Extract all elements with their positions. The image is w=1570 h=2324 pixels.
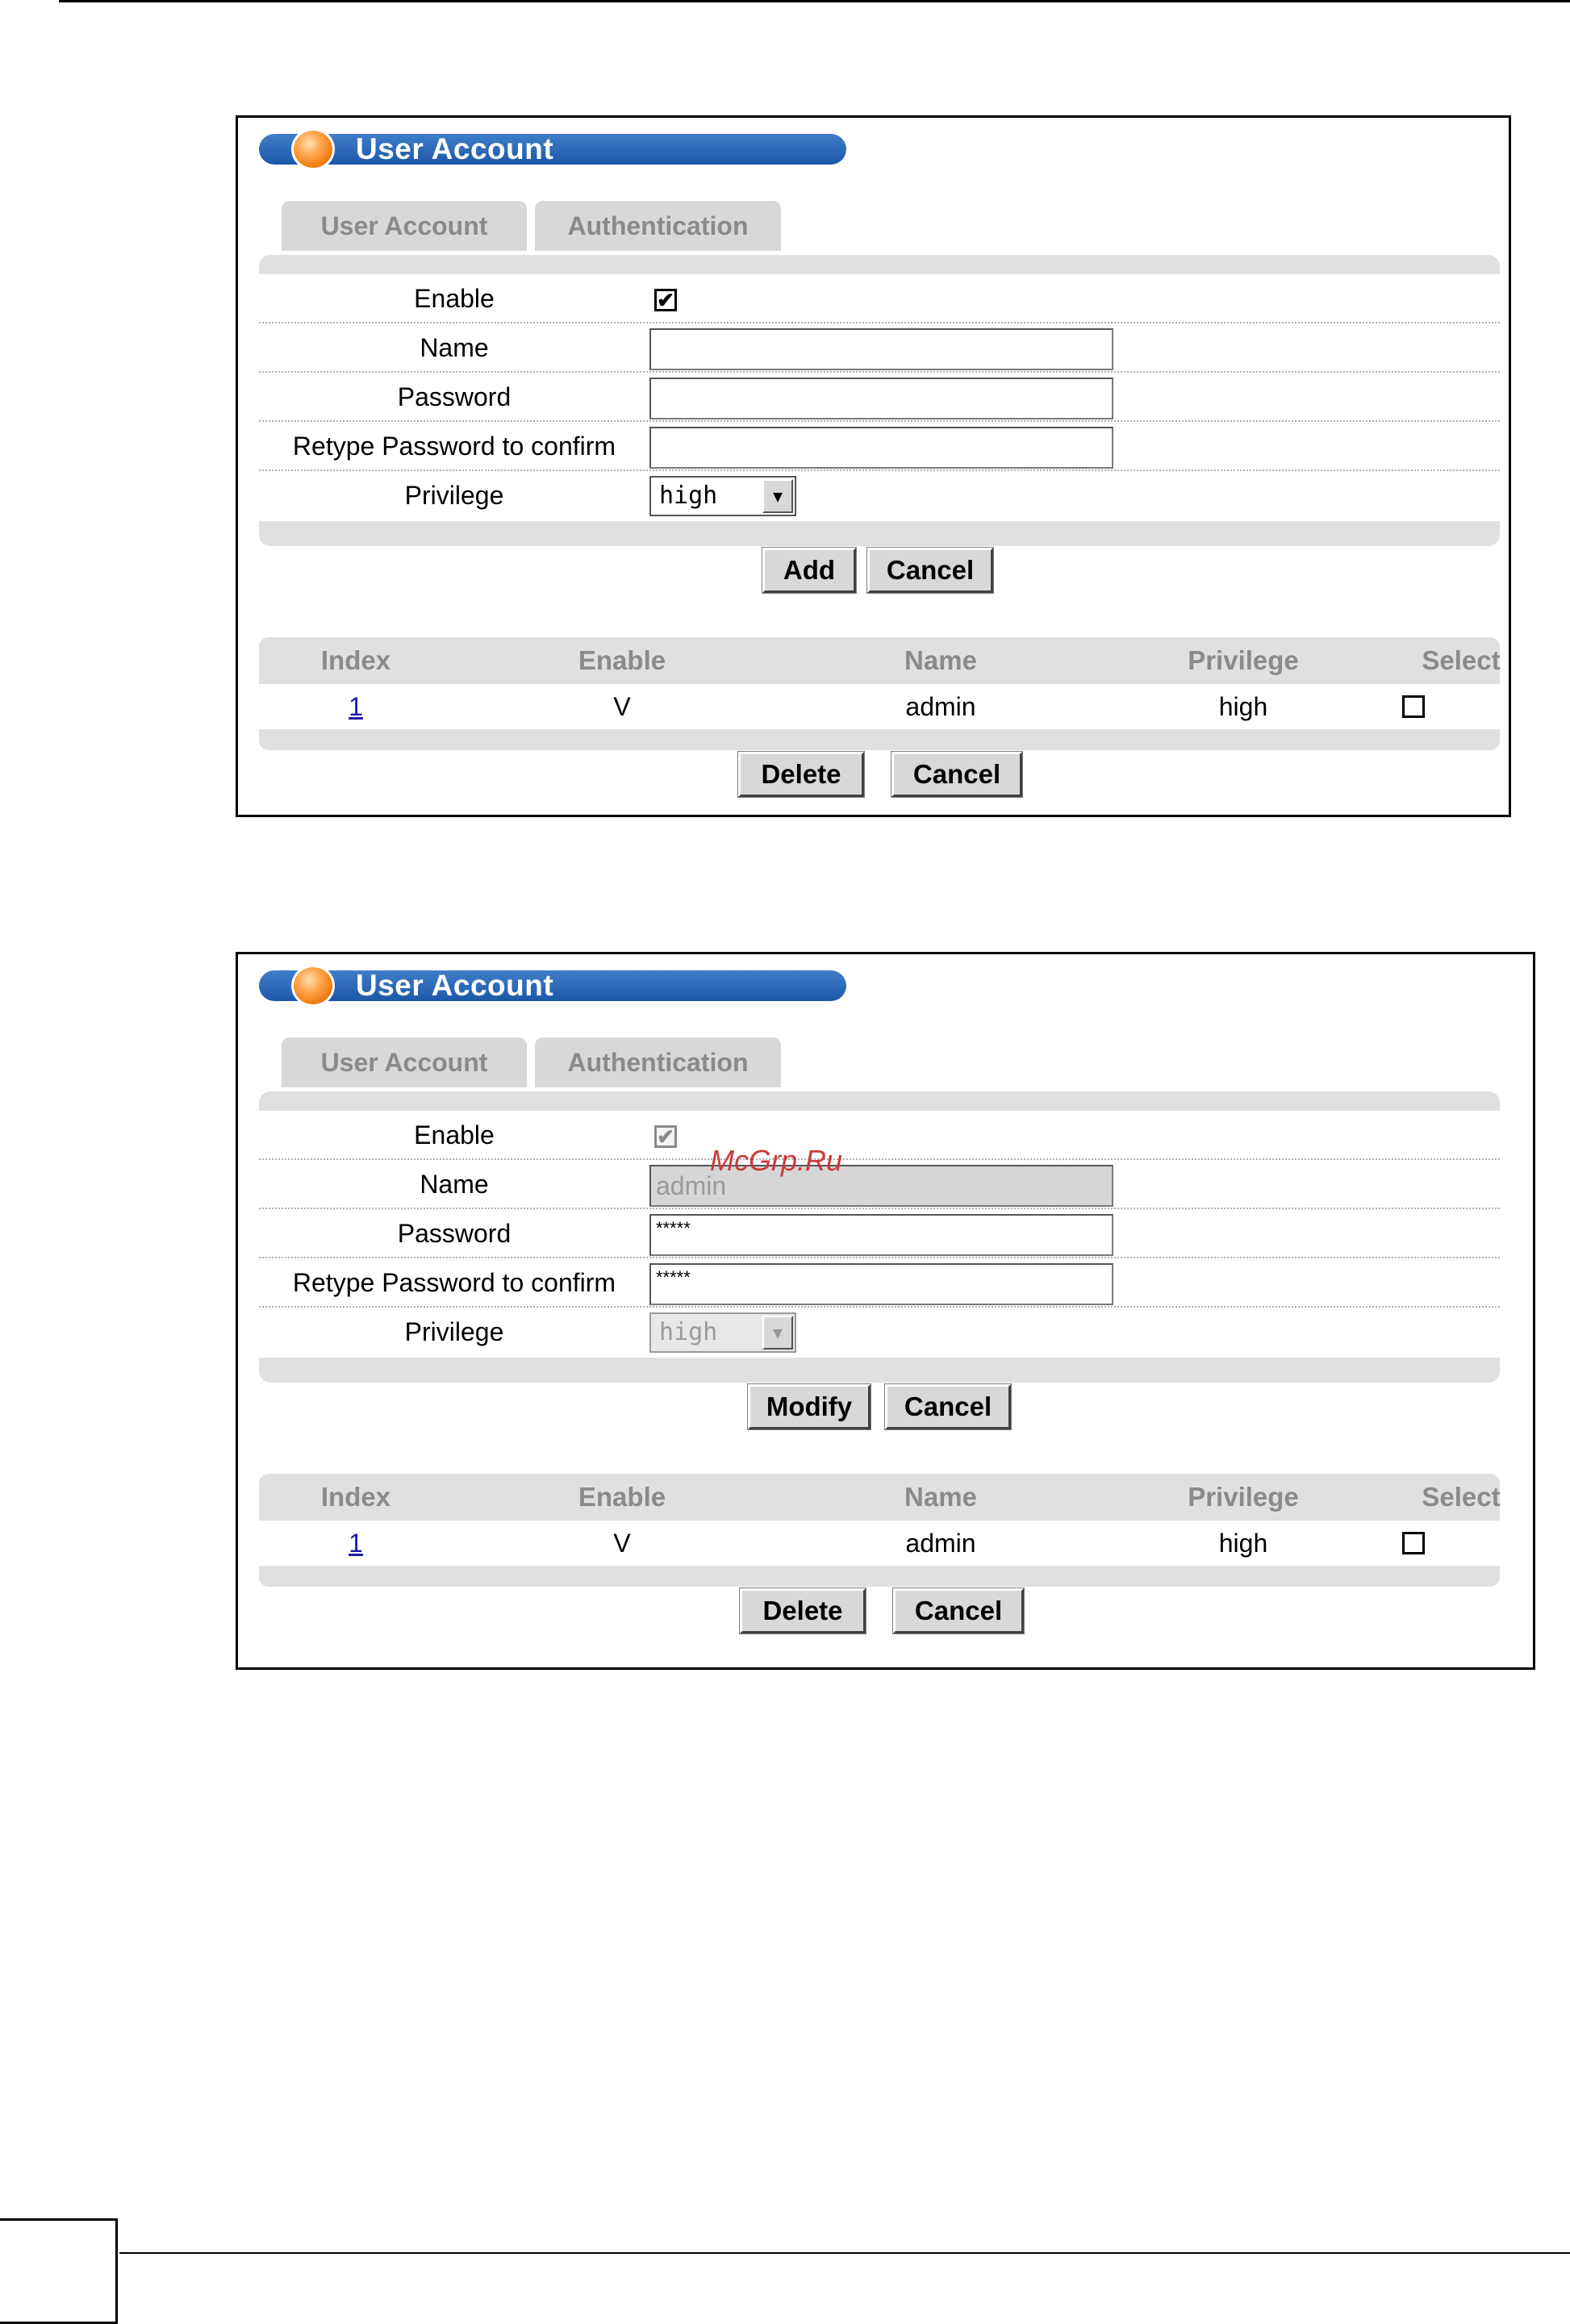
table-header bbox=[259, 637, 1500, 684]
header-select: Select bbox=[1422, 1482, 1501, 1512]
retype-password-input[interactable] bbox=[649, 427, 1113, 469]
dropdown-arrow-icon[interactable]: ▼ bbox=[762, 479, 793, 513]
panel-title-bar bbox=[259, 970, 846, 1001]
enable-checkbox[interactable]: ✔ bbox=[654, 1125, 677, 1148]
privilege-value: high bbox=[659, 1318, 718, 1346]
cell-enable: V bbox=[613, 1529, 631, 1558]
name-label: Name bbox=[420, 333, 489, 362]
enable-checkbox[interactable]: ✔ bbox=[654, 289, 677, 311]
header-enable: Enable bbox=[578, 645, 666, 675]
name-input[interactable] bbox=[649, 328, 1113, 370]
password-input[interactable] bbox=[649, 378, 1113, 419]
password-input[interactable]: ***** bbox=[649, 1214, 1113, 1256]
header-enable: Enable bbox=[578, 1482, 666, 1512]
bottom-rule bbox=[119, 2252, 1570, 2254]
header-name: Name bbox=[904, 1482, 977, 1512]
dropdown-arrow-icon[interactable]: ▼ bbox=[762, 1316, 793, 1350]
enable-label: Enable bbox=[414, 1120, 495, 1149]
header-index: Index bbox=[320, 1482, 391, 1512]
password-row bbox=[259, 373, 1500, 422]
table-header bbox=[259, 1474, 1500, 1521]
privilege-value: high bbox=[659, 482, 718, 510]
retype-password-label: Retype Password to confirm bbox=[292, 1268, 616, 1297]
table-row bbox=[259, 1521, 1500, 1566]
privilege-row bbox=[259, 1308, 1500, 1357]
name-input[interactable]: admin bbox=[649, 1165, 1113, 1207]
user-account-add-panel bbox=[236, 115, 1511, 817]
name-label: Name bbox=[420, 1170, 489, 1199]
watermark-text: McGrp.Ru bbox=[710, 1144, 843, 1177]
privilege-label: Privilege bbox=[404, 1317, 504, 1346]
privilege-select[interactable] bbox=[649, 476, 796, 516]
header-name: Name bbox=[904, 645, 977, 675]
name-row bbox=[259, 323, 1500, 373]
enable-row bbox=[259, 274, 1500, 323]
retype-password-input[interactable]: ***** bbox=[649, 1263, 1113, 1305]
enable-label: Enable bbox=[414, 284, 495, 313]
user-table bbox=[259, 637, 1500, 750]
tab-authentication[interactable]: Authentication bbox=[535, 1037, 781, 1087]
delete-button[interactable]: Delete bbox=[738, 752, 864, 797]
retype-password-row bbox=[259, 1258, 1500, 1308]
add-button[interactable]: Add bbox=[762, 548, 856, 593]
modify-button[interactable]: Modify bbox=[748, 1384, 871, 1429]
header-privilege: Privilege bbox=[1188, 1482, 1299, 1512]
header-index: Index bbox=[320, 645, 391, 675]
cancel-button[interactable]: Cancel bbox=[867, 548, 993, 593]
cell-privilege: high bbox=[1218, 692, 1268, 721]
panel-title-bar bbox=[259, 134, 846, 165]
panel-title: User Account bbox=[356, 969, 554, 1002]
privilege-select[interactable] bbox=[649, 1312, 796, 1353]
select-checkbox[interactable] bbox=[1402, 1532, 1425, 1554]
index-link[interactable]: 1 bbox=[349, 1529, 363, 1558]
table-cancel-button[interactable]: Cancel bbox=[893, 1588, 1024, 1633]
name-row bbox=[259, 1160, 1500, 1209]
password-label: Password bbox=[397, 382, 512, 411]
cell-name: admin bbox=[905, 692, 976, 721]
privilege-row bbox=[259, 471, 1500, 520]
index-link[interactable]: 1 bbox=[349, 692, 363, 721]
retype-password-label: Retype Password to confirm bbox=[292, 432, 616, 461]
user-account-modify-panel bbox=[236, 952, 1535, 1670]
header-privilege: Privilege bbox=[1188, 645, 1299, 675]
table-cancel-button[interactable]: Cancel bbox=[891, 752, 1022, 797]
table-row bbox=[259, 684, 1500, 729]
retype-password-row bbox=[259, 422, 1500, 471]
password-row bbox=[259, 1209, 1500, 1258]
top-rule bbox=[59, 0, 1570, 2]
user-form bbox=[259, 255, 1500, 546]
tab-user-account[interactable]: User Account bbox=[282, 1037, 527, 1087]
orange-ball-icon bbox=[291, 965, 335, 1007]
enable-row bbox=[259, 1111, 1500, 1160]
delete-button[interactable]: Delete bbox=[740, 1588, 866, 1633]
privilege-label: Privilege bbox=[404, 481, 504, 510]
user-table bbox=[259, 1474, 1500, 1587]
page-number-box bbox=[0, 2218, 118, 2324]
cell-enable: V bbox=[613, 692, 631, 721]
cell-name: admin bbox=[905, 1529, 976, 1558]
select-checkbox[interactable] bbox=[1402, 695, 1425, 718]
tab-authentication[interactable]: Authentication bbox=[535, 201, 781, 251]
header-select: Select bbox=[1422, 645, 1501, 675]
password-label: Password bbox=[397, 1219, 512, 1248]
cell-privilege: high bbox=[1218, 1529, 1268, 1558]
cancel-button[interactable]: Cancel bbox=[885, 1384, 1011, 1429]
user-form bbox=[259, 1091, 1500, 1383]
orange-ball-icon bbox=[291, 128, 335, 170]
tab-user-account[interactable]: User Account bbox=[282, 201, 527, 251]
panel-title: User Account bbox=[356, 132, 554, 165]
